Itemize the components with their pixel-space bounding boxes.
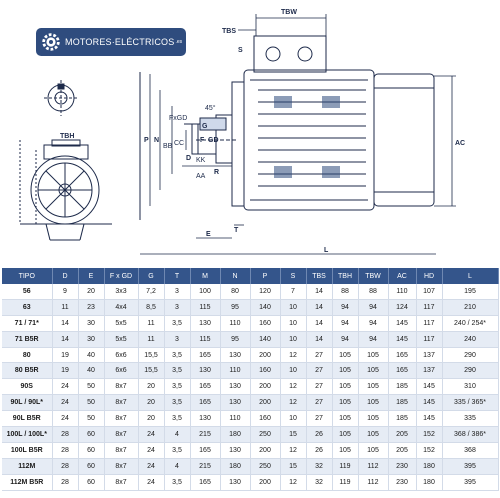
table-cell-tipo: 112M B5R — [2, 474, 52, 490]
dim-l: L — [324, 247, 329, 254]
table-cell: 335 / 365* — [442, 395, 498, 411]
table-cell: 88 — [332, 284, 358, 299]
table-cell-tipo: 100L B5R — [2, 442, 52, 458]
table-body — [2, 284, 498, 490]
table-cell: 28 — [52, 427, 78, 443]
table-cell: 60 — [78, 442, 104, 458]
column-header: TBW — [358, 268, 388, 284]
table-cell: 105 — [332, 427, 358, 443]
table-cell: 160 — [250, 315, 280, 331]
table-cell: 105 — [332, 411, 358, 427]
table-cell: 165 — [190, 442, 220, 458]
table-cell: 20 — [138, 411, 164, 427]
table-cell: 105 — [358, 347, 388, 363]
table-cell: 137 — [416, 363, 442, 379]
table-cell: 15,5 — [138, 347, 164, 363]
table-cell: 28 — [52, 458, 78, 474]
table-cell: 6x6 — [104, 347, 138, 363]
table-cell: 110 — [220, 315, 250, 331]
table-cell: 20 — [138, 395, 164, 411]
table-cell: 160 — [250, 411, 280, 427]
table-cell: 145 — [416, 395, 442, 411]
table-cell: 200 — [250, 474, 280, 490]
table-cell: 32 — [306, 474, 332, 490]
table-cell: 8x7 — [104, 379, 138, 395]
table-header-row — [2, 268, 498, 284]
table-cell: 14 — [306, 284, 332, 299]
table-cell: 250 — [250, 427, 280, 443]
table-cell: 180 — [220, 427, 250, 443]
table-cell: 27 — [306, 379, 332, 395]
dimensions-table — [2, 268, 499, 491]
table-cell: 165 — [190, 347, 220, 363]
table-cell: 105 — [332, 379, 358, 395]
table-cell: 50 — [78, 411, 104, 427]
table-cell: 368 / 386* — [442, 427, 498, 443]
table-row — [2, 284, 498, 299]
table-cell: 200 — [250, 347, 280, 363]
table-cell: 160 — [250, 363, 280, 379]
column-header: E — [78, 268, 104, 284]
table-cell: 10 — [280, 315, 306, 331]
table-cell: 119 — [332, 474, 358, 490]
column-header: L — [442, 268, 498, 284]
table-cell: 117 — [416, 331, 442, 347]
table-cell: 94 — [358, 331, 388, 347]
table-cell: 180 — [416, 458, 442, 474]
table-cell: 119 — [332, 458, 358, 474]
column-header: M — [190, 268, 220, 284]
table-cell: 152 — [416, 427, 442, 443]
table-cell-tipo: 90L B5R — [2, 411, 52, 427]
table-cell: 250 — [250, 458, 280, 474]
table-cell: 152 — [416, 442, 442, 458]
table-cell: 335 — [442, 411, 498, 427]
table-cell: 200 — [250, 395, 280, 411]
table-cell: 11 — [52, 299, 78, 315]
table-cell: 3 — [164, 284, 190, 299]
dim-f: F — [200, 137, 205, 144]
column-header: D — [52, 268, 78, 284]
table-cell: 105 — [358, 395, 388, 411]
dim-r: R — [214, 169, 220, 176]
table-cell: 27 — [306, 395, 332, 411]
column-header: N — [220, 268, 250, 284]
dim-g: G — [202, 123, 208, 130]
table-cell: 3 — [164, 331, 190, 347]
table-row — [2, 395, 498, 411]
dim-p: P — [144, 137, 149, 144]
table-cell: 94 — [332, 331, 358, 347]
table-cell: 3,5 — [164, 442, 190, 458]
table-cell: 12 — [280, 474, 306, 490]
table-cell: 165 — [388, 363, 416, 379]
table-cell: 8x7 — [104, 411, 138, 427]
dim-fxgd: FxGD — [169, 115, 188, 122]
table-cell: 110 — [220, 411, 250, 427]
table-cell: 145 — [388, 315, 416, 331]
table-cell: 200 — [250, 379, 280, 395]
table-row — [2, 427, 498, 443]
table-cell: 230 — [388, 458, 416, 474]
table-cell: 94 — [332, 299, 358, 315]
table-cell: 115 — [190, 299, 220, 315]
table-row — [2, 363, 498, 379]
table-row — [2, 379, 498, 395]
table-cell: 23 — [78, 299, 104, 315]
table-cell: 19 — [52, 363, 78, 379]
column-header: HD — [416, 268, 442, 284]
table-cell: 12 — [280, 347, 306, 363]
column-header: TBH — [332, 268, 358, 284]
table-cell: 4x4 — [104, 299, 138, 315]
table-cell: 4 — [164, 427, 190, 443]
table-cell-tipo: 112M — [2, 458, 52, 474]
table-cell: 110 — [220, 363, 250, 379]
table-row — [2, 331, 498, 347]
table-cell: 105 — [332, 395, 358, 411]
table-cell: 94 — [358, 315, 388, 331]
table-row — [2, 347, 498, 363]
table-cell: 5x5 — [104, 315, 138, 331]
table-cell: 130 — [220, 474, 250, 490]
table-row — [2, 315, 498, 331]
table-cell: 205 — [388, 442, 416, 458]
table-cell: 215 — [190, 427, 220, 443]
table-cell: 80 — [220, 284, 250, 299]
column-header: P — [250, 268, 280, 284]
table-cell: 124 — [388, 299, 416, 315]
table-cell: 14 — [306, 331, 332, 347]
table-cell: 24 — [138, 442, 164, 458]
table-cell: 3,5 — [164, 379, 190, 395]
table-cell: 11 — [138, 331, 164, 347]
table-cell: 395 — [442, 474, 498, 490]
table-cell: 8x7 — [104, 442, 138, 458]
table-cell: 130 — [220, 379, 250, 395]
table-cell: 30 — [78, 331, 104, 347]
table-cell: 27 — [306, 411, 332, 427]
table-cell: 60 — [78, 474, 104, 490]
table-row — [2, 474, 498, 490]
table-cell: 3,5 — [164, 395, 190, 411]
brand-name: MOTORES·ELÉCTRICOS — [65, 37, 175, 47]
table-cell: 95 — [220, 299, 250, 315]
table-cell: 290 — [442, 363, 498, 379]
table-cell: 105 — [358, 427, 388, 443]
table-cell: 26 — [306, 427, 332, 443]
dim-t: T — [234, 227, 239, 234]
table-row — [2, 299, 498, 315]
table-cell: 14 — [52, 315, 78, 331]
table-cell-tipo: 90L / 90L* — [2, 395, 52, 411]
dim-tbh: TBH — [60, 133, 75, 140]
table-cell: 50 — [78, 379, 104, 395]
dim-ac: AC — [455, 140, 466, 147]
table-cell: 12 — [280, 442, 306, 458]
table-cell: 15,5 — [138, 363, 164, 379]
column-header: T — [164, 268, 190, 284]
table-cell: 7 — [280, 284, 306, 299]
table-cell-tipo: 80 — [2, 347, 52, 363]
table-cell: 8x7 — [104, 427, 138, 443]
brand-tld: .es — [175, 39, 183, 45]
table-cell: 3,5 — [164, 315, 190, 331]
table-cell: 140 — [250, 299, 280, 315]
table-cell: 88 — [358, 284, 388, 299]
table-cell: 105 — [332, 442, 358, 458]
table-cell: 94 — [358, 299, 388, 315]
table-cell: 32 — [306, 458, 332, 474]
table-row — [2, 411, 498, 427]
table-cell: 100 — [190, 284, 220, 299]
table-cell: 130 — [190, 315, 220, 331]
column-header: TIPO — [2, 268, 52, 284]
table-cell: 94 — [332, 315, 358, 331]
table-cell: 10 — [280, 411, 306, 427]
table-cell: 180 — [416, 474, 442, 490]
table-cell: 10 — [280, 363, 306, 379]
table-cell: 24 — [138, 427, 164, 443]
table-cell: 3,5 — [164, 363, 190, 379]
table-cell: 24 — [52, 395, 78, 411]
table-cell: 10 — [280, 331, 306, 347]
table-cell: 14 — [306, 299, 332, 315]
table-cell: 117 — [416, 315, 442, 331]
dim-tbs: TBS — [222, 28, 236, 35]
table-cell-tipo: 80 B5R — [2, 363, 52, 379]
table-cell: 19 — [52, 347, 78, 363]
table-cell: 145 — [416, 379, 442, 395]
table-cell: 185 — [388, 395, 416, 411]
table-cell: 230 — [388, 474, 416, 490]
table-cell: 310 — [442, 379, 498, 395]
table-cell: 130 — [220, 395, 250, 411]
dim-tbw: TBW — [281, 9, 297, 16]
table-cell-tipo: 71 B5R — [2, 331, 52, 347]
table-cell: 3,5 — [164, 474, 190, 490]
table-cell: 395 — [442, 458, 498, 474]
table-cell: 112 — [358, 474, 388, 490]
table-cell: 145 — [416, 411, 442, 427]
dim-d: D — [186, 155, 192, 162]
table-cell: 10 — [280, 299, 306, 315]
dim-n: N — [154, 137, 160, 144]
table-cell: 26 — [306, 442, 332, 458]
table-cell: 105 — [332, 363, 358, 379]
table-cell: 130 — [220, 442, 250, 458]
table-cell: 15 — [280, 458, 306, 474]
table-cell: 140 — [250, 331, 280, 347]
table-row — [2, 442, 498, 458]
table-cell: 185 — [388, 411, 416, 427]
table-cell: 290 — [442, 347, 498, 363]
table-cell: 20 — [78, 284, 104, 299]
table-cell: 195 — [442, 284, 498, 299]
dim-cc: CC — [174, 140, 185, 147]
table-cell: 120 — [250, 284, 280, 299]
table-cell: 165 — [190, 379, 220, 395]
table-cell: 27 — [306, 363, 332, 379]
table-cell: 24 — [138, 474, 164, 490]
table-cell: 137 — [416, 347, 442, 363]
table-cell: 11 — [138, 315, 164, 331]
dim-aa: AA — [196, 173, 206, 180]
table-cell: 130 — [190, 363, 220, 379]
table-cell: 60 — [78, 427, 104, 443]
table-cell: 9 — [52, 284, 78, 299]
table-cell: 105 — [332, 347, 358, 363]
table-cell: 4 — [164, 458, 190, 474]
table-cell: 115 — [190, 331, 220, 347]
table-cell: 105 — [358, 411, 388, 427]
table-cell: 185 — [388, 379, 416, 395]
table-cell: 15 — [280, 427, 306, 443]
table-cell: 110 — [388, 284, 416, 299]
dim-s: S — [238, 47, 243, 54]
table-cell: 215 — [190, 458, 220, 474]
table-cell: 20 — [138, 379, 164, 395]
table-cell: 3,5 — [164, 411, 190, 427]
table-cell: 240 / 254* — [442, 315, 498, 331]
table-cell: 28 — [52, 474, 78, 490]
table-cell: 368 — [442, 442, 498, 458]
table-cell: 165 — [388, 347, 416, 363]
column-header: TBS — [306, 268, 332, 284]
table-cell: 24 — [52, 379, 78, 395]
column-header: F x GD — [104, 268, 138, 284]
table-cell-tipo: 90S — [2, 379, 52, 395]
table-cell: 6x6 — [104, 363, 138, 379]
table-cell: 3x3 — [104, 284, 138, 299]
table-cell: 3,5 — [164, 347, 190, 363]
table-cell: 8x7 — [104, 395, 138, 411]
table-cell-tipo: 71 / 71* — [2, 315, 52, 331]
table-cell: 7,2 — [138, 284, 164, 299]
table-cell: 60 — [78, 458, 104, 474]
table-cell: 40 — [78, 347, 104, 363]
table-cell: 3 — [164, 299, 190, 315]
table-cell: 8,5 — [138, 299, 164, 315]
table-cell: 14 — [306, 315, 332, 331]
table-cell: 8x7 — [104, 474, 138, 490]
table-cell: 240 — [442, 331, 498, 347]
column-header: AC — [388, 268, 416, 284]
table-row — [2, 458, 498, 474]
table-cell: 107 — [416, 284, 442, 299]
table-cell-tipo: 56 — [2, 284, 52, 299]
table-cell: 8x7 — [104, 458, 138, 474]
table-cell: 145 — [388, 331, 416, 347]
table-cell: 50 — [78, 395, 104, 411]
table-cell: 112 — [358, 458, 388, 474]
column-header: G — [138, 268, 164, 284]
table-cell: 130 — [220, 347, 250, 363]
table-cell: 130 — [190, 411, 220, 427]
table-cell-tipo: 100L / 100L* — [2, 427, 52, 443]
dim-kk: KK — [196, 157, 206, 164]
dim-gd: GD — [208, 137, 219, 144]
table-cell: 24 — [52, 411, 78, 427]
table-cell: 12 — [280, 395, 306, 411]
table-cell: 165 — [190, 395, 220, 411]
dim-angle: 45° — [205, 105, 216, 112]
table-cell: 5x5 — [104, 331, 138, 347]
table-cell: 95 — [220, 331, 250, 347]
table-cell: 24 — [138, 458, 164, 474]
table-cell: 105 — [358, 379, 388, 395]
table-cell: 205 — [388, 427, 416, 443]
table-cell: 14 — [52, 331, 78, 347]
table-cell: 105 — [358, 442, 388, 458]
table-cell: 12 — [280, 379, 306, 395]
table-cell: 210 — [442, 299, 498, 315]
table-cell-tipo: 63 — [2, 299, 52, 315]
table-cell: 180 — [220, 458, 250, 474]
table-cell: 117 — [416, 299, 442, 315]
table-cell: 105 — [358, 363, 388, 379]
table-cell: 30 — [78, 315, 104, 331]
column-header: S — [280, 268, 306, 284]
table-cell: 28 — [52, 442, 78, 458]
dim-bb: BB — [163, 143, 173, 150]
table-cell: 200 — [250, 442, 280, 458]
table-cell: 165 — [190, 474, 220, 490]
table-cell: 40 — [78, 363, 104, 379]
dim-e: E — [206, 231, 211, 238]
table-cell: 27 — [306, 347, 332, 363]
